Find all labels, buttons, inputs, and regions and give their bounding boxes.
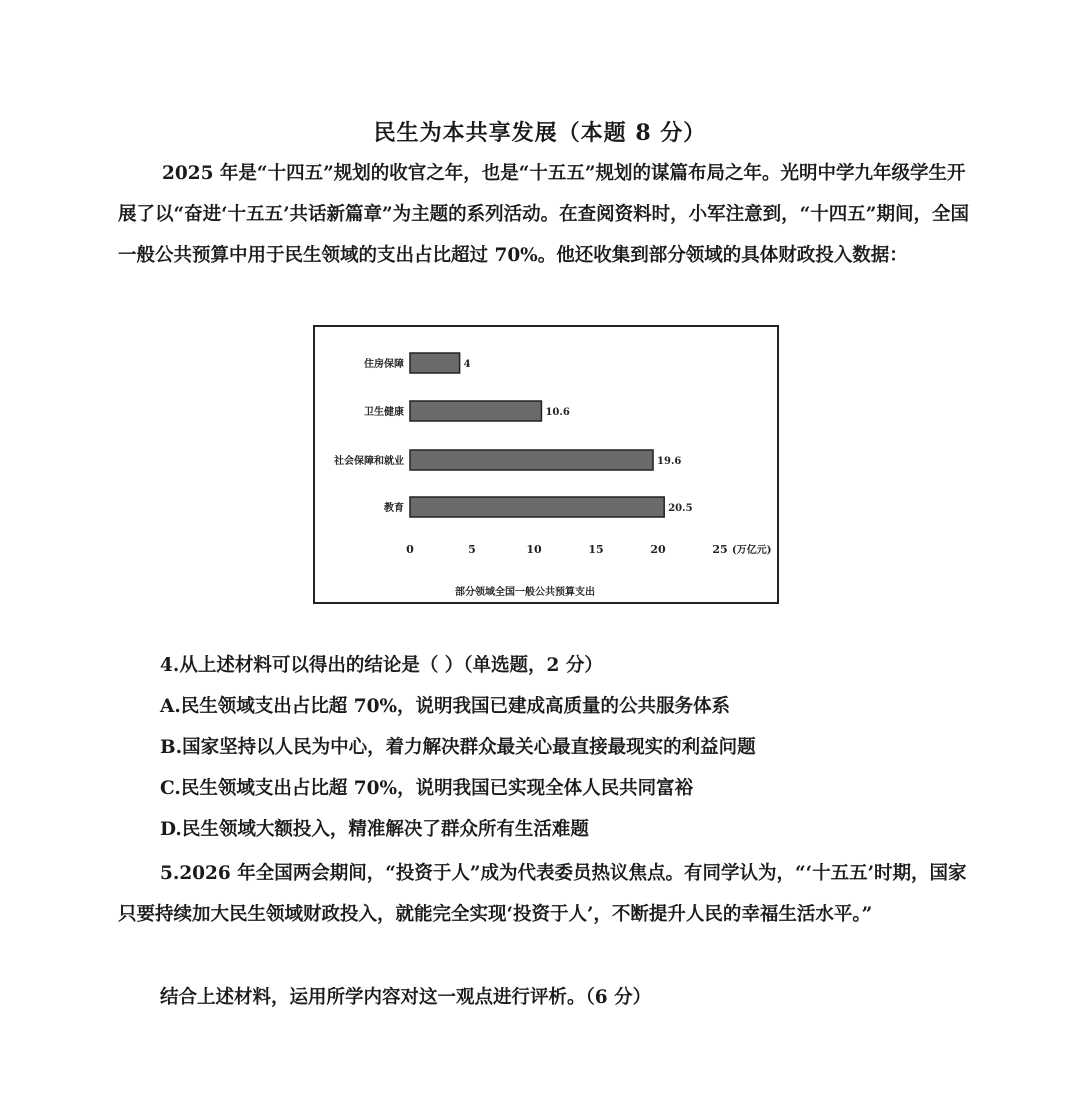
x-tick-label: 15 xyxy=(588,543,604,556)
x-tick-label: 10 xyxy=(526,543,542,556)
x-tick-label: 5 xyxy=(468,543,476,556)
bar-chart xyxy=(313,325,779,604)
value-label: 10.6 xyxy=(545,407,570,418)
x-tick-label: 25 xyxy=(712,543,728,556)
value-label: 20.5 xyxy=(668,503,693,514)
category-label: 卫生健康 xyxy=(364,407,404,418)
bar-chart-svg xyxy=(315,327,781,606)
option-b: B.国家坚持以人民为中心，着力解决群众最关心最直接最现实的利益问题 xyxy=(160,737,756,758)
section-title: 民生为本共享发展（本题 8 分） xyxy=(373,120,707,146)
x-tick-label: 0 xyxy=(406,543,414,556)
question-5-stem: 5.2026 年全国两会期间，“投资于人”成为代表委员热议焦点。有同学认为，“‘十五五’时期，国家只要持续加大民生领域财政投入，就能完全实现‘投资于人’，不断提升人民的幸福生活水平。” xyxy=(118,863,967,925)
x-tick-label: 20 xyxy=(650,543,666,556)
category-label: 教育 xyxy=(384,503,404,514)
bar xyxy=(410,401,541,421)
category-label: 住房保障 xyxy=(364,359,404,370)
option-d: D.民生领域大额投入，精准解决了群众所有生活难题 xyxy=(160,819,589,840)
intro-paragraph: 2025 年是“十四五”规划的收官之年，也是“十五五”规划的谋篇布局之年。光明中学九年级学生开展了以“奋进‘十五五’共话新篇章”为主题的系列活动。在查阅资料时，小军注意到，“十四五”期间，全国一般公共预算中用于民生领域的支出占比超过 70%。他还收集到部分领域的具体财政投入数据： xyxy=(118,163,969,266)
category-label: 社会保障和就业 xyxy=(334,456,404,467)
bar xyxy=(410,353,460,373)
option-c: C.民生领域支出占比超 70%，说明我国已实现全体人民共同富裕 xyxy=(160,778,694,799)
bar xyxy=(410,497,664,517)
bar xyxy=(410,450,653,470)
option-a: A.民生领域支出占比超 70%，说明我国已建成高质量的公共服务体系 xyxy=(160,696,731,717)
question-4-stem: 4.从上述材料可以得出的结论是（ ）（单选题，2 分） xyxy=(160,655,603,676)
question-5-task: 结合上述材料，运用所学内容对这一观点进行评析。（6 分） xyxy=(160,987,652,1008)
value-label: 4 xyxy=(463,359,471,370)
chart-title: 部分领域全国一般公共预算支出 xyxy=(455,587,595,598)
value-label: 19.6 xyxy=(657,456,682,467)
x-axis-unit-label: (万亿元) xyxy=(732,545,772,556)
